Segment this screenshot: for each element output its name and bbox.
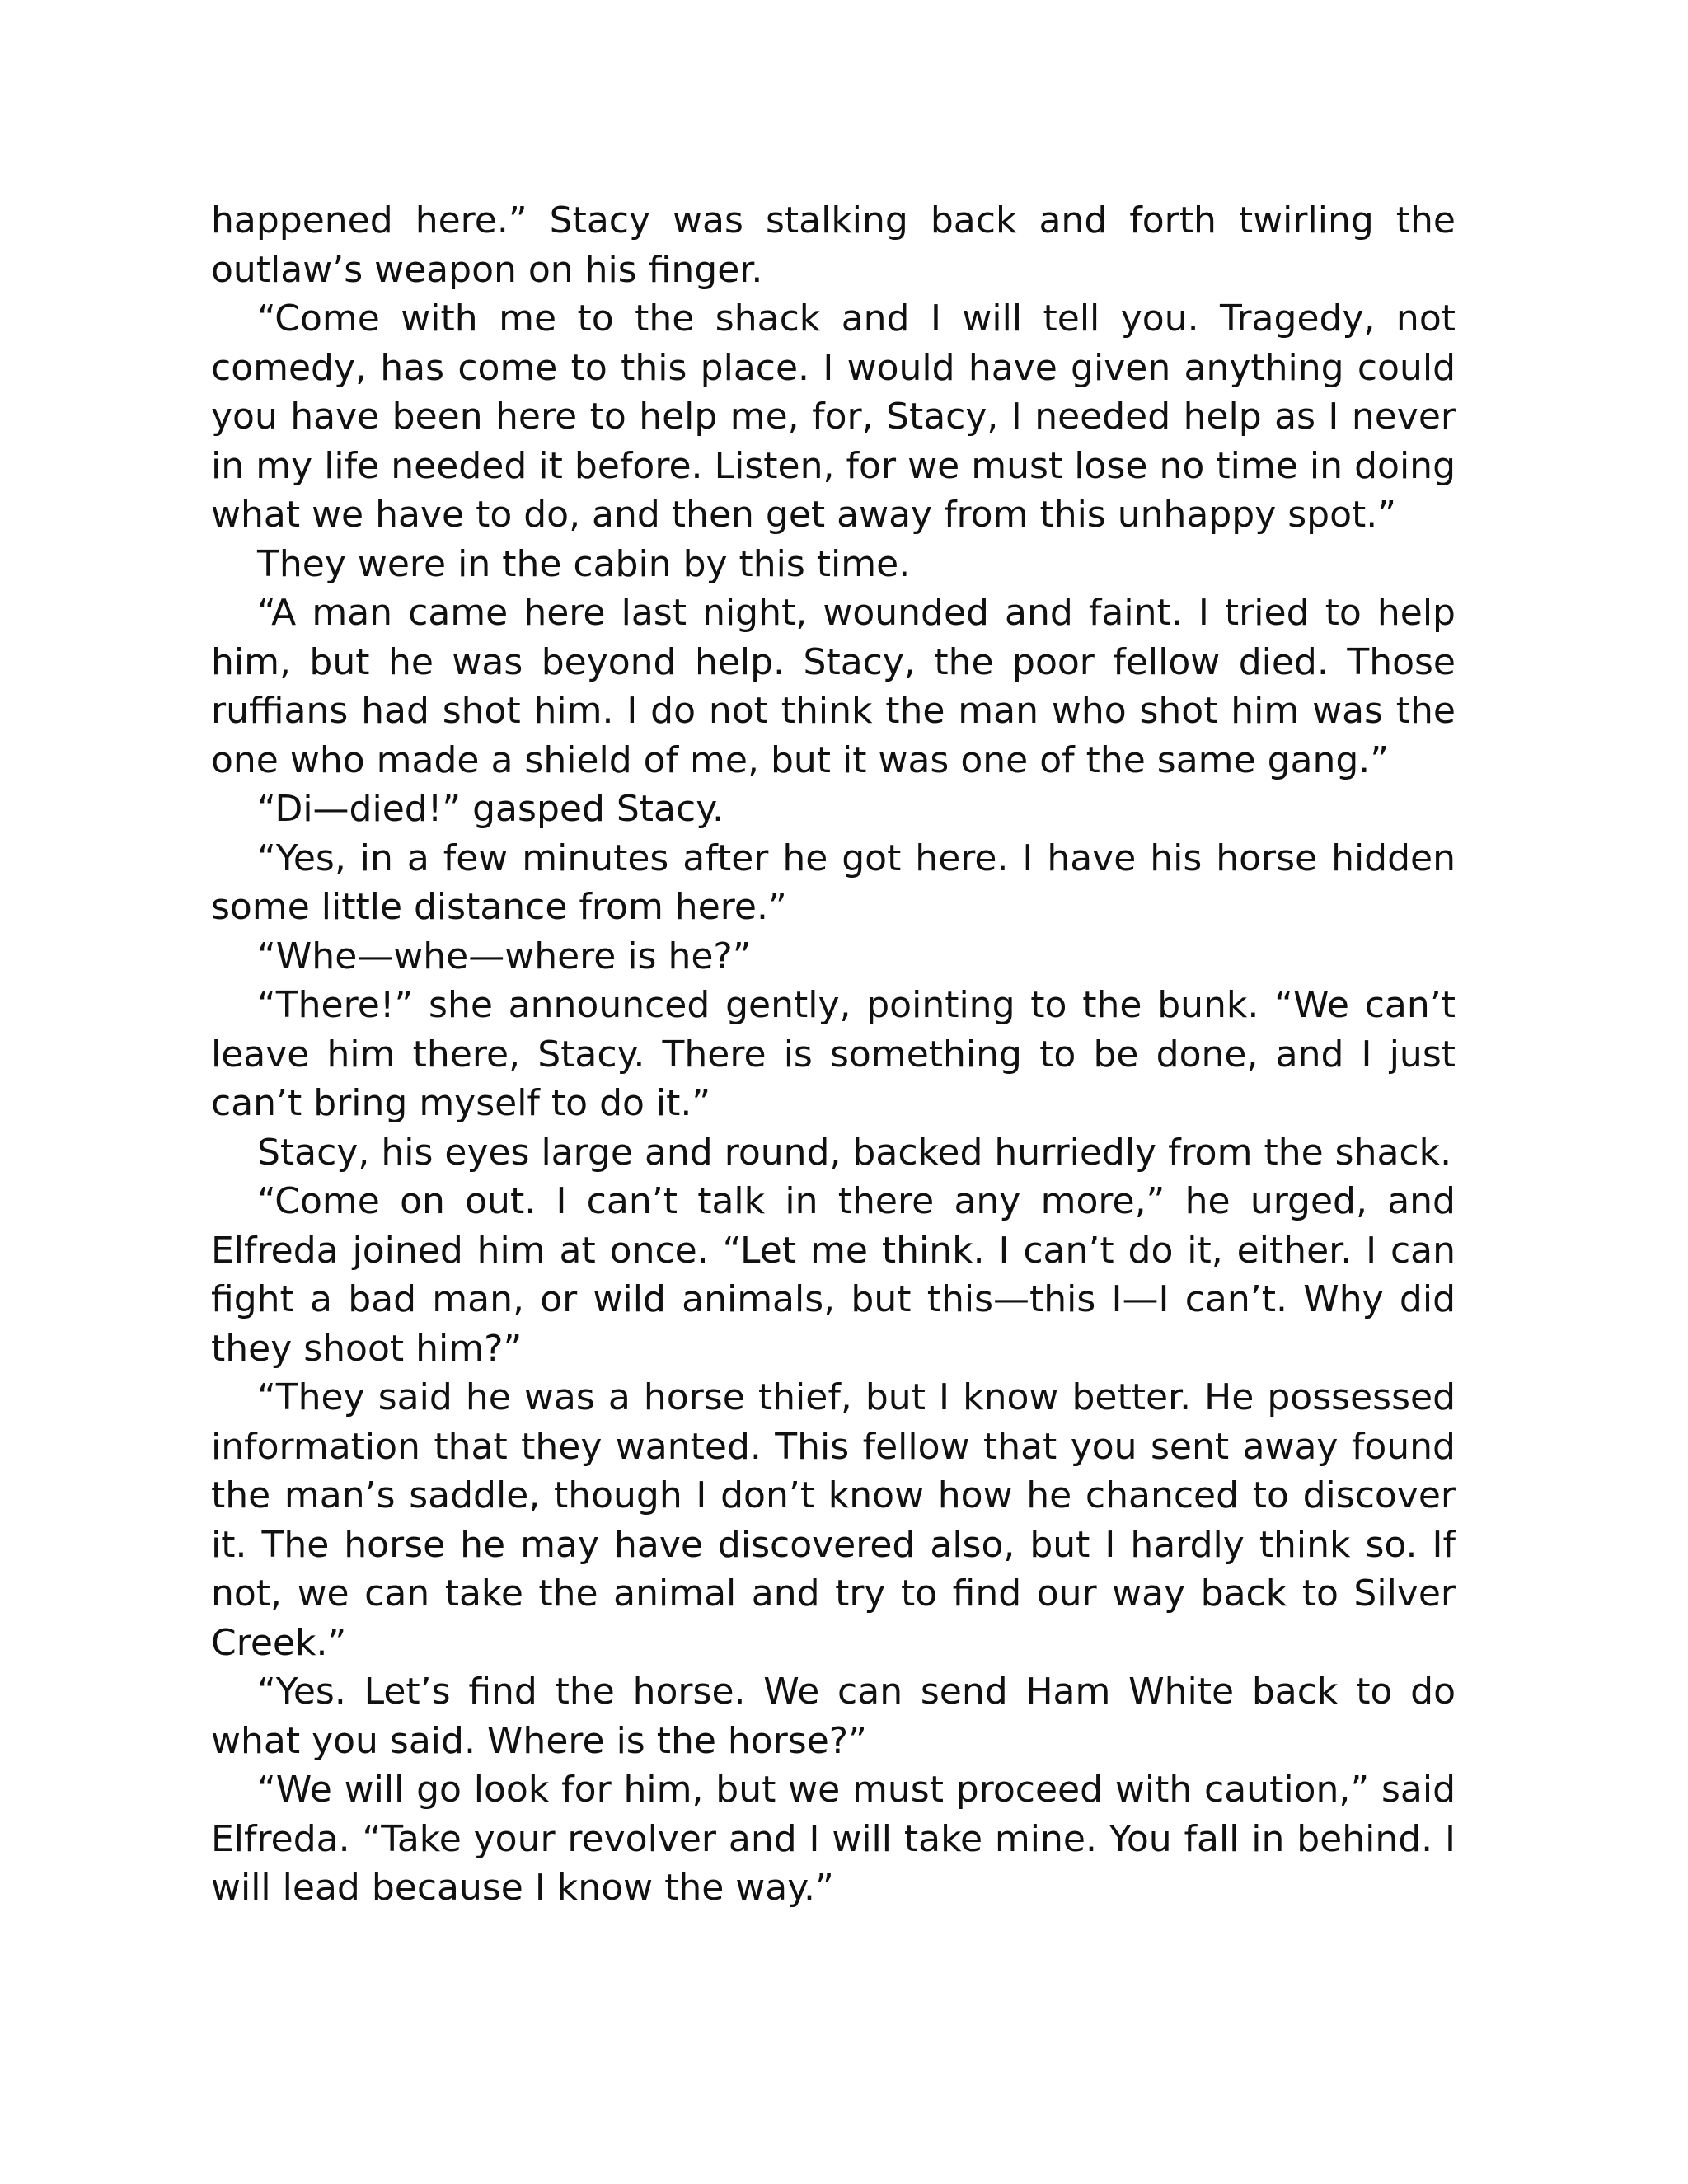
paragraph: “Come with me to the shack and I will tell you. Tragedy, not comedy, has come to this place. I would have given anything could you have been here to help me, for, Stacy, I needed help as I never in my life needed it before. Listen, for we must lose no time in doing what we have to do, and then get away from this unhappy spot.” xyxy=(211,298,1456,536)
paragraph: “They said he was a horse thief, but I know better. He possessed information that they wanted. This fellow that you sent away found the man’s saddle, though I don’t know how he chanced to discover it. The horse he may have discovered also, but I hardly think so. If not, we can take the animal and try to find our way back to Silver Creek.” xyxy=(211,1376,1456,1664)
paragraph: “Yes. Let’s find the horse. We can send Ham White back to do what you said. Where is the horse?” xyxy=(211,1671,1456,1762)
paragraph: “Yes, in a few minutes after he got here. I have his horse hidden some little distance from here.” xyxy=(211,837,1456,928)
paragraph: happened here.” Stacy was stalking back and forth twirling the outlaw’s weapon on his finger. xyxy=(211,199,1456,291)
paragraph: “Di—died!” gasped Stacy. xyxy=(257,788,724,830)
paragraph: “Come on out. I can’t talk in there any more,” he urged, and Elfreda joined him at once. “Let me think. I can’t do it, either. I can fight a bad man, or wild animals, but this—this I—I can’t. Why did they shoot him?” xyxy=(211,1180,1456,1370)
paragraph: They were in the cabin by this time. xyxy=(257,542,911,585)
book-page xyxy=(211,196,1456,1913)
paragraph: “We will go look for him, but we must proceed with caution,” said Elfreda. “Take your revolver and I will take mine. You fall in behind. I will lead because I know the way.” xyxy=(211,1769,1456,1909)
paragraph: Stacy, his eyes large and round, backed hurriedly from the shack. xyxy=(257,1131,1452,1174)
paragraph: “A man came here last night, wounded and faint. I tried to help him, but he was beyond help. Stacy, the poor fellow died. Those ruffians had shot him. I do not think the man who shot him was the one who made a shield of me, but it was one of the same gang.” xyxy=(211,592,1456,781)
paragraph: “There!” she announced gently, pointing to the bunk. “We can’t leave him there, Stacy. There is something to be done, and I just can’t bring myself to do it.” xyxy=(211,984,1456,1124)
paragraph: “Whe—whe—where is he?” xyxy=(257,935,752,977)
